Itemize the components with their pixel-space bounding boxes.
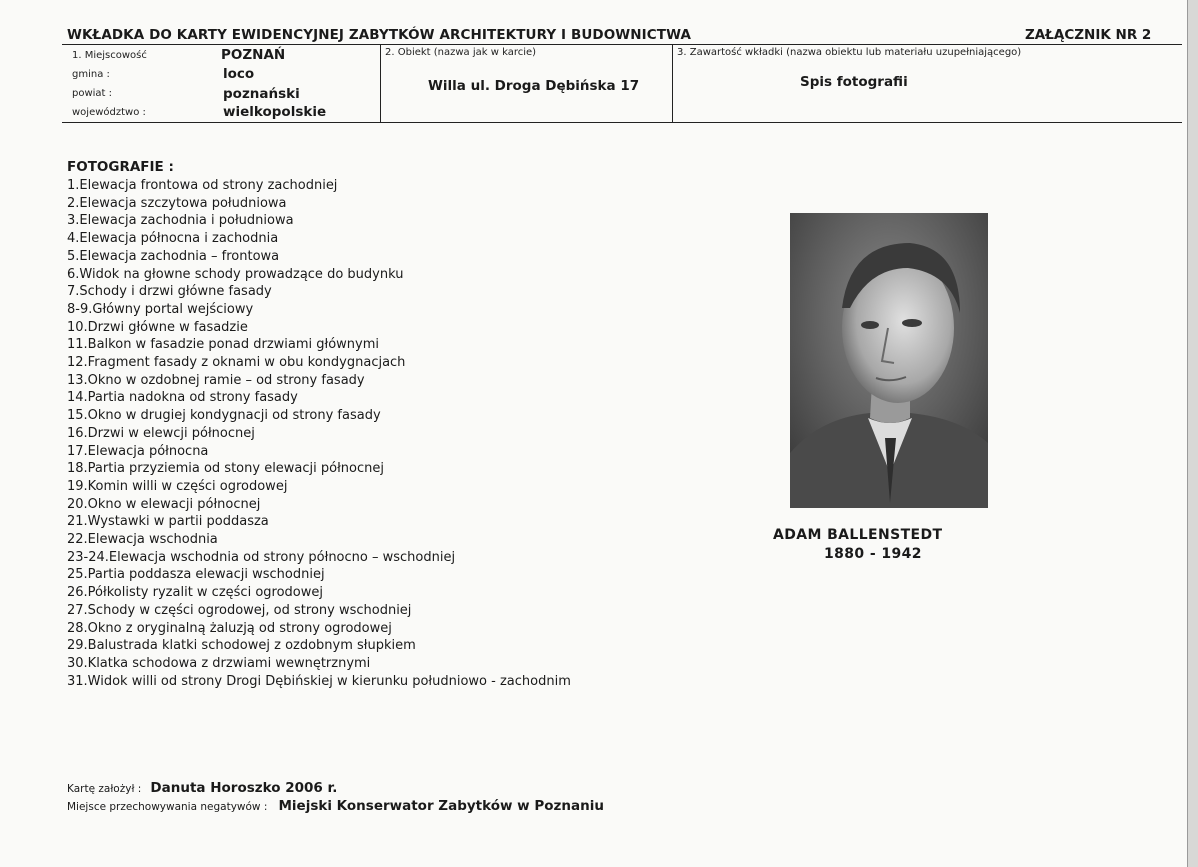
table-bottom-rule [62,122,1182,123]
photo-list-item: 13.Okno w ozdobnej ramie – od strony fasady [67,372,365,388]
photo-list-item: 16.Drzwi w elewcji północnej [67,425,255,441]
photo-list-item: 11.Balkon w fasadzie ponad drzwiami głównymi [67,337,379,353]
photo-list-item: 1.Elewacja frontowa od strony zachodniej [67,178,338,193]
photo-list-item: 4.Elewacja północna i zachodnia [67,231,279,247]
photo-list-item: 7.Schody i drzwi główne fasady [67,284,272,300]
author-row [67,777,337,796]
gmina-label: gmina : [72,69,110,80]
photo-list-item: 31.Widok willi od strony Drogi Dębińskiej w kierunku południowo - zachodnim [67,673,571,689]
contents-label: 3. Zawartość wkładki (nazwa obiektu lub materiału uzupełniającego) [677,47,1022,58]
photo-list-item: 5.Elewacja zachodnia – frontowa [67,248,280,264]
photo-list-item: 30.Klatka schodowa z drzwiami wewnętrznymi [67,655,371,671]
photo-list-item: 27.Schody w części ogrodowej, od strony wschodniej [67,602,412,618]
photo-list-item: 25.Partia poddasza elewacji wschodniej [67,567,325,583]
storage-row [67,795,604,814]
object-label: 2. Obiekt (nazwa jak w karcie) [385,47,537,58]
photo-list-item: 18.Partia przyziemia od stony elewacji północnej [67,461,384,477]
photo-list-item: 28.Okno z oryginalną żaluzją od strony ogrodowej [67,620,392,636]
photo-list-item: 10.Drzwi główne w fasadzie [67,319,248,335]
contents-value: Spis fotografii [800,74,908,90]
wojewodztwo-value: wielkopolskie [223,104,327,120]
photo-list-item: 8-9.Główny portal wejściowy [67,301,254,317]
photo-list-item: 12.Fragment fasady z oknami w obu kondygnacjach [67,355,406,371]
object-value: Willa ul. Droga Dębińska 17 [428,78,640,94]
miejscowosc-label: 1. Miejscowość [72,50,147,61]
photo-list-item: 21.Wystawki w partii poddasza [67,514,269,530]
photo-list [67,177,627,690]
page-edge [1187,0,1198,867]
powiat-value: poznański [223,86,300,102]
powiat-label: powiat : [72,88,113,99]
portrait-name: ADAM BALLENSTEDT [773,527,943,543]
gmina-value: loco [223,66,255,82]
portrait-years: 1880 - 1942 [824,546,922,562]
photo-list-item: 29.Balustrada klatki schodowej z ozdobnym słupkiem [67,638,416,654]
column-divider-2 [672,44,673,122]
photo-list-item: 6.Widok na głowne schody prowadzące do budynku [67,266,404,282]
photo-list-item: 23-24.Elewacja wschodnia od strony północno – wschodniej [67,549,456,565]
miejscowosc-value: POZNAŃ [221,47,286,63]
author-value: Danuta Horoszko 2006 r. [150,780,338,796]
photo-list-item: 3.Elewacja zachodnia i południowa [67,213,294,229]
storage-value: Miejski Konserwator Zabytków w Poznaniu [278,798,604,814]
photo-list-item: 2.Elewacja szczytowa południowa [67,195,287,211]
column-divider-1 [380,44,381,122]
annex-number: ZAŁĄCZNIK NR 2 [1025,27,1152,43]
portrait-photo [790,213,988,508]
photo-list-item: 26.Półkolisty ryzalit w części ogrodowej [67,585,323,601]
storage-label: Miejsce przechowywania negatywów : [67,801,268,813]
table-top-rule [62,44,1182,45]
photos-heading: FOTOGRAFIE : [67,159,174,175]
photo-list-item: 22.Elewacja wschodnia [67,532,218,548]
document-title: WKŁADKA DO KARTY EWIDENCYJNEJ ZABYTKÓW ARCHITEKTURY I BUDOWNICTWA [67,27,692,43]
author-label: Kartę założył : [67,783,142,795]
photo-list-item: 15.Okno w drugiej kondygnacji od strony fasady [67,408,381,424]
photo-list-item: 14.Partia nadokna od strony fasady [67,390,298,406]
photo-list-item: 19.Komin willi w części ogrodowej [67,478,288,494]
wojewodztwo-label: województwo : [72,107,146,118]
photo-list-item: 20.Okno w elewacji północnej [67,496,261,512]
photo-list-item: 17.Elewacja północna [67,443,209,459]
